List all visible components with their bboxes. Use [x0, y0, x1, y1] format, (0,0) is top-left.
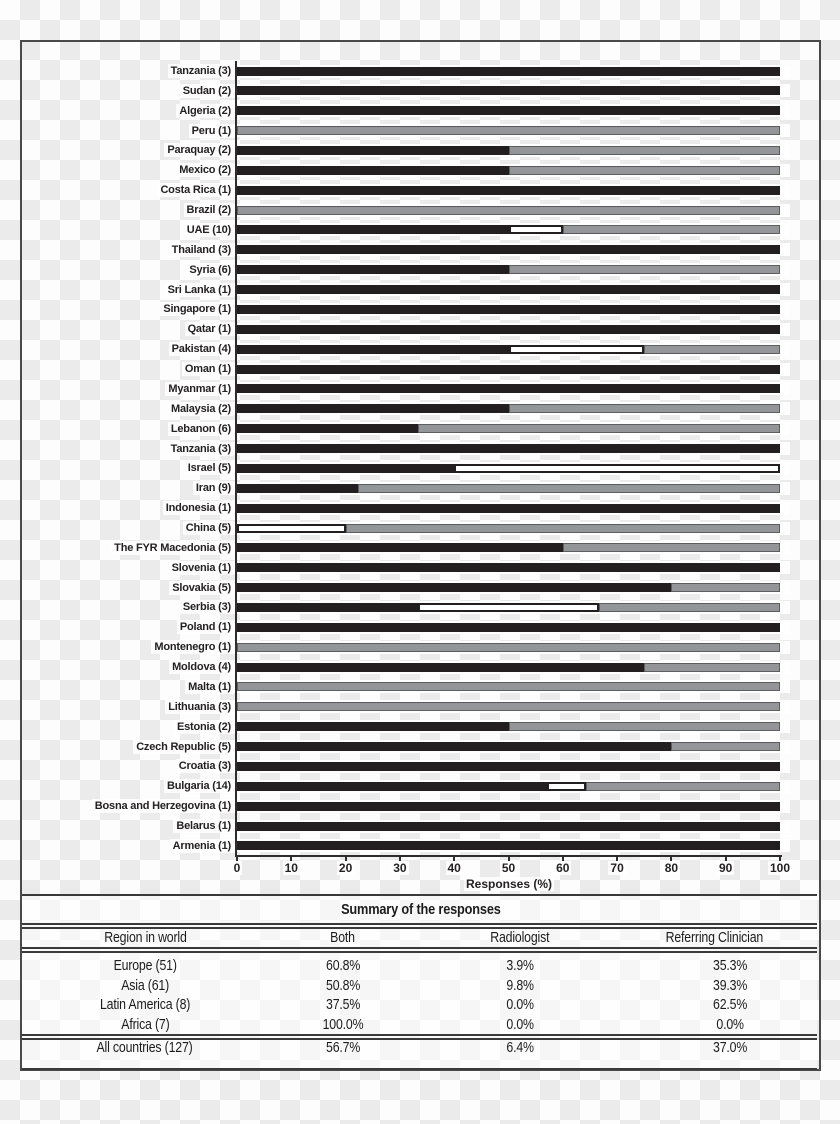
- table-cell: 37.5%: [325, 997, 361, 1014]
- bar: [237, 444, 780, 453]
- bar-segment-both: [237, 782, 547, 791]
- bar: [237, 285, 780, 294]
- bar-segment-clinician: [509, 265, 781, 274]
- bar-segment-radiologist: [418, 603, 599, 612]
- country-label: Sudan (2): [180, 83, 234, 99]
- country-label: The FYR Macedonia (5): [111, 540, 234, 556]
- table-header-cell: Referring Clinician: [665, 930, 763, 946]
- bar: [237, 424, 780, 433]
- bar-segment-both: [237, 106, 780, 115]
- country-label: Malta (1): [185, 679, 234, 695]
- country-label: Montenegro (1): [151, 639, 234, 655]
- bar-segment-clinician: [358, 484, 780, 493]
- country-label: Algeria (2): [176, 103, 234, 119]
- country-label: Bulgaria (14): [164, 778, 234, 794]
- country-label: Poland (1): [177, 619, 234, 635]
- table-header-cell: Both: [330, 930, 356, 946]
- table-line-bottom: [22, 1068, 817, 1070]
- table-cell: 60.8%: [325, 958, 361, 974]
- bar: [237, 682, 780, 691]
- bar: [237, 86, 780, 95]
- bar-segment-clinician: [671, 742, 780, 751]
- country-label: Thailand (3): [169, 242, 234, 258]
- x-axis-tick-label: 100: [769, 861, 791, 875]
- country-label: Malaysia (2): [168, 401, 234, 417]
- table-cell: 3.9%: [506, 958, 534, 974]
- bar: [237, 623, 780, 632]
- x-axis-tick-label: 50: [501, 861, 516, 875]
- bar-segment-both: [237, 603, 418, 612]
- country-label: Brazil (2): [184, 202, 234, 218]
- bar: [237, 265, 780, 274]
- table-title: Summary of the responses: [341, 901, 501, 918]
- bar: [237, 583, 780, 592]
- bar: [237, 524, 780, 533]
- bar: [237, 464, 780, 473]
- bar-segment-radiologist: [509, 345, 645, 354]
- country-label: Israel (5): [185, 460, 234, 476]
- table-total-cell: 6.4%: [506, 1040, 534, 1056]
- bar-segment-both: [237, 186, 780, 195]
- bar-segment-both: [237, 742, 671, 751]
- bar: [237, 305, 780, 314]
- bar: [237, 643, 780, 652]
- bar: [237, 563, 780, 572]
- x-axis-tick-label: 40: [447, 861, 461, 875]
- bar-segment-both: [237, 245, 780, 254]
- bar-segment-clinician: [237, 702, 780, 711]
- bar: [237, 146, 780, 155]
- x-axis-tick-label: 60: [556, 861, 570, 875]
- bar-segment-both: [237, 762, 780, 771]
- table-cell: Africa (7): [120, 1016, 170, 1033]
- bar-segment-both: [237, 325, 780, 334]
- x-axis-tick-label: 30: [393, 861, 407, 875]
- country-label: Paraquay (2): [164, 142, 234, 158]
- country-label: Armenia (1): [170, 838, 234, 854]
- bar-segment-clinician: [586, 782, 780, 791]
- bar-segment-both: [237, 841, 780, 850]
- table-cell: Europe (51): [113, 958, 177, 974]
- bar-segment-clinician: [237, 206, 780, 215]
- country-label: Sri Lanka (1): [165, 282, 234, 298]
- bar: [237, 384, 780, 393]
- bar-segment-both: [237, 722, 509, 731]
- country-label: Qatar (1): [185, 321, 234, 337]
- bar-segment-clinician: [237, 682, 780, 691]
- table-header-cell: Region in world: [103, 930, 187, 946]
- bar-segment-clinician: [509, 404, 781, 413]
- table-cell: 0.0%: [716, 1016, 744, 1033]
- bar-segment-clinician: [509, 146, 781, 155]
- x-axis-tick-label: 10: [284, 861, 298, 875]
- bar: [237, 782, 780, 791]
- table-total-cell: All countries (127): [96, 1040, 194, 1056]
- bar: [237, 225, 780, 234]
- bar: [237, 166, 780, 175]
- country-label: Oman (1): [182, 361, 234, 377]
- bar: [237, 504, 780, 513]
- bar: [237, 106, 780, 115]
- bar-segment-both: [237, 404, 509, 413]
- bar: [237, 822, 780, 831]
- country-label: Slovakia (5): [169, 580, 234, 596]
- bar: [237, 543, 780, 552]
- country-label: Myanmar (1): [165, 381, 234, 397]
- bar-segment-both: [237, 86, 780, 95]
- country-label: Croatia (3): [176, 758, 234, 774]
- country-label: Bosna and Herzegovina (1): [92, 798, 234, 814]
- country-label: Syria (6): [186, 262, 234, 278]
- country-label: China (5): [183, 520, 234, 536]
- bar: [237, 365, 780, 374]
- bar-segment-both: [237, 285, 780, 294]
- x-axis-tick-label: 0: [233, 861, 241, 875]
- bar-segment-clinician: [644, 345, 780, 354]
- table-total-cell: 37.0%: [712, 1040, 748, 1056]
- table-cell: 50.8%: [325, 977, 361, 994]
- country-label: Lithuania (3): [165, 699, 234, 715]
- country-label: Slovenia (1): [169, 560, 234, 576]
- bar-segment-radiologist: [454, 464, 780, 473]
- bar: [237, 345, 780, 354]
- bar: [237, 245, 780, 254]
- bar-segment-both: [237, 384, 780, 393]
- bar-segment-both: [237, 802, 780, 811]
- bar-segment-both: [237, 345, 509, 354]
- bar-segment-both: [237, 146, 509, 155]
- table-double-line-2: [22, 947, 817, 953]
- bar: [237, 484, 780, 493]
- table-cell: 35.3%: [712, 958, 748, 974]
- bar: [237, 742, 780, 751]
- bar-segment-both: [237, 365, 780, 374]
- table-cell: 62.5%: [712, 997, 748, 1014]
- bar-segment-both: [237, 504, 780, 513]
- country-label: Czech Republic (5): [133, 739, 234, 755]
- bar-segment-clinician: [563, 225, 780, 234]
- bar-segment-both: [237, 623, 780, 632]
- bar-segment-clinician: [346, 524, 780, 533]
- bar-segment-both: [237, 583, 671, 592]
- bar-segment-both: [237, 484, 358, 493]
- bar: [237, 841, 780, 850]
- table-cell: 9.8%: [506, 977, 534, 994]
- bar-segment-both: [237, 265, 509, 274]
- bar-segment-radiologist: [237, 524, 346, 533]
- bar-segment-both: [237, 166, 509, 175]
- bar: [237, 722, 780, 731]
- country-label: Iran (9): [193, 480, 234, 496]
- table-cell: 39.3%: [712, 977, 748, 994]
- bar: [237, 206, 780, 215]
- table-line-top: [22, 894, 817, 896]
- bar-segment-both: [237, 543, 563, 552]
- bar: [237, 702, 780, 711]
- bar-segment-both: [237, 563, 780, 572]
- country-label: Pakistan (4): [169, 341, 234, 357]
- bar-segment-both: [237, 663, 644, 672]
- country-label: Singapore (1): [160, 301, 234, 317]
- table-header-cell: Radiologist: [490, 930, 550, 946]
- bar-segment-both: [237, 424, 418, 433]
- bar-segment-clinician: [418, 424, 780, 433]
- bar-segment-clinician: [563, 543, 780, 552]
- country-label: Belarus (1): [173, 818, 234, 834]
- country-label: Indonesia (1): [163, 500, 234, 516]
- bar: [237, 762, 780, 771]
- bar-segment-clinician: [509, 166, 781, 175]
- table-cell: Latin America (8): [99, 997, 191, 1014]
- bar-segment-clinician: [599, 603, 780, 612]
- bar: [237, 404, 780, 413]
- bar-segment-clinician: [644, 663, 780, 672]
- bar-segment-radiologist: [547, 782, 586, 791]
- table-cell: 0.0%: [506, 1016, 534, 1033]
- bar-segment-clinician: [671, 583, 780, 592]
- bar-segment-clinician: [237, 643, 780, 652]
- country-label: Mexico (2): [176, 162, 234, 178]
- country-label: Costa Rica (1): [157, 182, 234, 198]
- bar-segment-both: [237, 225, 509, 234]
- bar-segment-both: [237, 305, 780, 314]
- bar-segment-both: [237, 822, 780, 831]
- x-axis-tick-label: 20: [338, 861, 353, 875]
- table-cell: 0.0%: [506, 997, 534, 1014]
- bar-segment-both: [237, 67, 780, 76]
- country-label: UAE (10): [184, 222, 234, 238]
- bar-segment-both: [237, 464, 454, 473]
- x-axis-tick-label: 70: [610, 861, 624, 875]
- bar-segment-clinician: [509, 722, 781, 731]
- x-axis-tick-label: 90: [719, 861, 733, 875]
- bar: [237, 802, 780, 811]
- bar: [237, 663, 780, 672]
- y-axis-line: [235, 61, 237, 857]
- country-label: Estonia (2): [174, 719, 234, 735]
- country-label: Moldova (4): [169, 659, 234, 675]
- bar: [237, 67, 780, 76]
- country-label: Serbia (3): [180, 599, 234, 615]
- table-cell: Asia (61): [121, 977, 169, 994]
- country-label: Tanzania (3): [168, 441, 234, 457]
- bar: [237, 186, 780, 195]
- bar: [237, 126, 780, 135]
- bar-segment-radiologist: [509, 225, 563, 234]
- bar-segment-clinician: [237, 126, 780, 135]
- x-axis-title: Responses (%): [465, 877, 553, 891]
- bar: [237, 603, 780, 612]
- x-axis-tick-label: 80: [664, 861, 679, 875]
- bar-segment-both: [237, 444, 780, 453]
- country-label: Peru (1): [189, 123, 234, 139]
- country-label: Lebanon (6): [168, 421, 234, 437]
- bar: [237, 325, 780, 334]
- table-total-cell: 56.7%: [325, 1040, 361, 1056]
- country-label: Tanzania (3): [168, 63, 234, 79]
- table-cell: 100.0%: [322, 1016, 364, 1033]
